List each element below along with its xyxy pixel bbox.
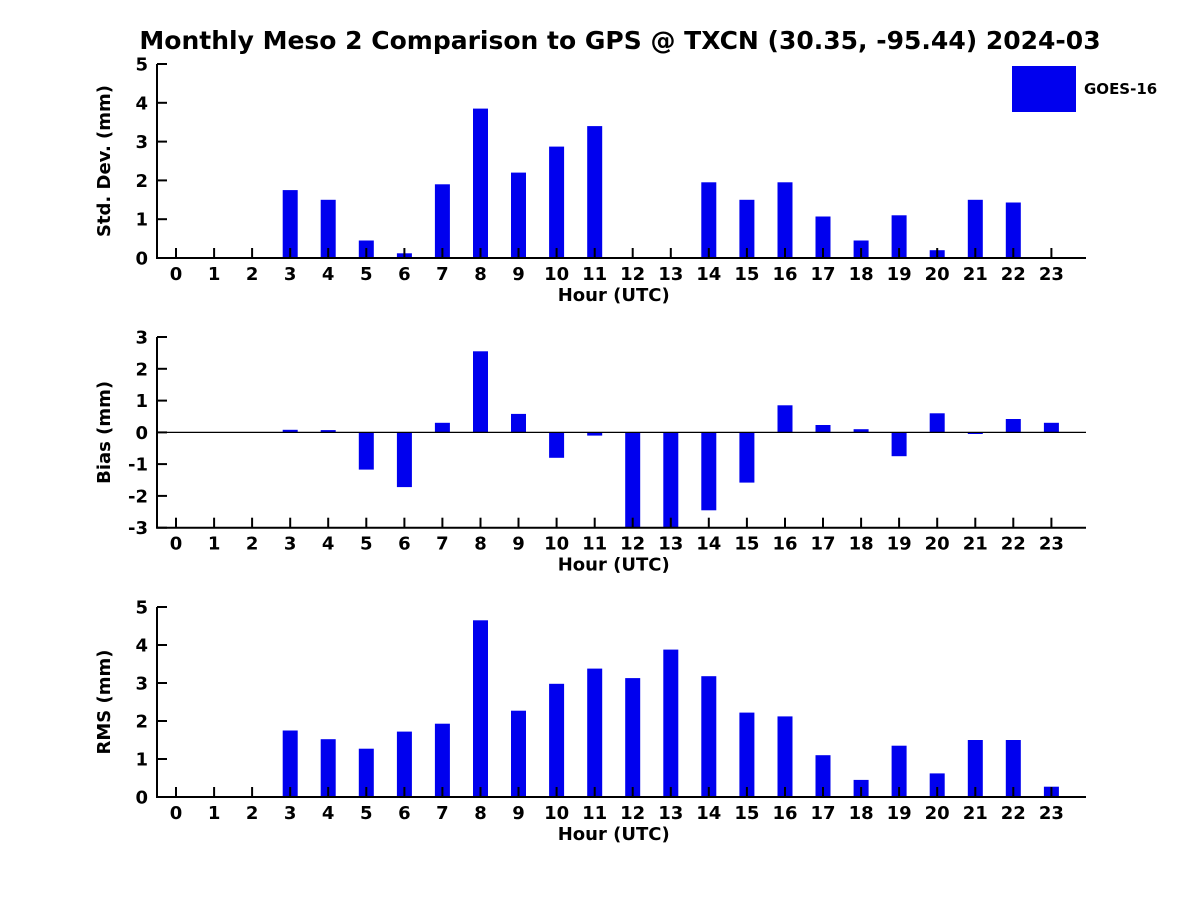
- x-tick-label: 0: [169, 533, 183, 555]
- figure-title: Monthly Meso 2 Comparison to GPS @ TXCN (30.35, -95.44) 2024-03: [139, 26, 1101, 55]
- bar: [549, 684, 564, 797]
- y-tick-label: 4: [135, 93, 148, 115]
- y-tick-label: 4: [135, 635, 148, 657]
- x-tick-label: 14: [696, 803, 722, 824]
- x-tick-label: 14: [696, 264, 722, 285]
- x-tick-label: 8: [474, 803, 487, 824]
- bar: [1006, 419, 1021, 432]
- x-tick-label: 22: [1000, 803, 1026, 824]
- x-tick-label: 1: [207, 264, 221, 285]
- x-tick-label: 5: [360, 803, 373, 824]
- x-tick-label: 4: [321, 533, 335, 555]
- x-tick-label: 2: [245, 264, 259, 285]
- x-tick-label: 12: [620, 533, 646, 555]
- x-tick-label: 4: [321, 264, 335, 285]
- x-tick-label: 6: [398, 533, 411, 555]
- x-tick-label: 18: [848, 264, 874, 285]
- x-tick-label: 11: [582, 264, 608, 285]
- x-tick-label: 23: [1038, 264, 1064, 285]
- bar: [778, 405, 793, 432]
- x-tick-label: 1: [207, 803, 221, 824]
- bar: [892, 432, 907, 456]
- x-axis-title: Hour (UTC): [557, 285, 670, 306]
- x-tick-label: 20: [924, 803, 950, 824]
- y-tick-label: -1: [128, 454, 148, 476]
- y-tick-label: 0: [135, 248, 148, 270]
- bar: [473, 351, 488, 432]
- x-tick-label: 12: [620, 803, 646, 824]
- x-tick-label: 5: [360, 533, 373, 555]
- y-tick-label: 2: [135, 170, 148, 192]
- y-tick-label: 3: [135, 673, 148, 695]
- x-tick-label: 7: [436, 533, 449, 555]
- x-tick-label: 6: [398, 803, 411, 824]
- bar: [587, 669, 602, 797]
- bar: [283, 190, 298, 258]
- bar: [359, 432, 374, 469]
- x-tick-label: 12: [620, 264, 646, 285]
- x-tick-label: 9: [512, 803, 525, 824]
- bar: [473, 620, 488, 797]
- x-tick-label: 0: [169, 264, 183, 285]
- x-tick-label: 23: [1038, 533, 1064, 555]
- x-tick-label: 2: [245, 533, 259, 555]
- bar: [435, 423, 450, 433]
- x-tick-label: 19: [886, 803, 912, 824]
- bar: [778, 716, 793, 797]
- x-tick-label: 11: [582, 803, 608, 824]
- bar: [587, 126, 602, 258]
- x-tick-label: 13: [658, 533, 684, 555]
- x-tick-label: 10: [544, 264, 570, 285]
- y-tick-label: 5: [135, 597, 148, 619]
- bar: [435, 184, 450, 258]
- x-tick-label: 10: [544, 533, 570, 555]
- bar: [625, 678, 640, 797]
- x-tick-label: 16: [772, 803, 798, 824]
- bar: [511, 173, 526, 258]
- bar: [663, 432, 678, 527]
- bar: [473, 109, 488, 258]
- x-axis-title: Hour (UTC): [557, 554, 670, 576]
- bar: [663, 650, 678, 797]
- y-tick-label: 0: [135, 422, 148, 444]
- y-tick-label: 5: [135, 54, 148, 76]
- x-tick-label: 13: [658, 264, 684, 285]
- x-tick-label: 9: [512, 264, 525, 285]
- x-tick-label: 8: [474, 264, 487, 285]
- x-tick-label: 19: [886, 264, 912, 285]
- x-tick-label: 9: [512, 533, 525, 555]
- x-tick-label: 7: [436, 803, 449, 824]
- y-axis-title: Bias (mm): [94, 380, 115, 484]
- x-tick-label: 1: [207, 533, 221, 555]
- bar: [397, 432, 412, 487]
- x-tick-label: 18: [848, 803, 874, 824]
- x-tick-label: 4: [321, 803, 335, 824]
- x-tick-label: 17: [810, 803, 836, 824]
- y-tick-label: -2: [128, 486, 148, 508]
- bar: [511, 711, 526, 797]
- y-tick-label: 1: [135, 209, 148, 231]
- x-tick-label: 0: [169, 803, 183, 824]
- bar: [701, 182, 716, 258]
- x-tick-label: 22: [1000, 533, 1026, 555]
- bar: [816, 425, 831, 432]
- x-tick-label: 21: [962, 264, 988, 285]
- x-tick-label: 7: [436, 264, 449, 285]
- x-tick-label: 15: [734, 533, 760, 555]
- x-tick-label: 19: [886, 533, 912, 555]
- legend-series-label: GOES-16: [1084, 80, 1158, 98]
- x-tick-label: 20: [924, 533, 950, 555]
- y-axis-title: RMS (mm): [94, 649, 115, 755]
- x-tick-label: 3: [283, 533, 297, 555]
- y-tick-label: 2: [135, 711, 148, 733]
- x-tick-label: 17: [810, 533, 836, 555]
- bar: [549, 147, 564, 258]
- x-tick-label: 16: [772, 533, 798, 555]
- bar: [701, 432, 716, 510]
- x-axis-title: Hour (UTC): [557, 824, 670, 845]
- x-tick-label: 3: [283, 803, 297, 824]
- x-tick-label: 13: [658, 803, 684, 824]
- x-tick-label: 6: [398, 264, 411, 285]
- x-tick-label: 15: [734, 803, 760, 824]
- bar: [739, 713, 754, 797]
- bar: [778, 182, 793, 258]
- y-tick-label: 1: [135, 749, 148, 771]
- x-tick-label: 2: [245, 803, 259, 824]
- y-tick-label: -3: [128, 518, 148, 540]
- y-tick-label: 3: [135, 327, 148, 349]
- bar: [511, 414, 526, 432]
- x-tick-label: 21: [962, 803, 988, 824]
- x-tick-label: 11: [582, 533, 608, 555]
- y-tick-label: 2: [135, 359, 148, 381]
- bar: [930, 413, 945, 432]
- x-tick-label: 20: [924, 264, 950, 285]
- x-tick-label: 5: [360, 264, 373, 285]
- x-tick-label: 10: [544, 803, 570, 824]
- bar: [549, 432, 564, 457]
- x-tick-label: 18: [848, 533, 874, 555]
- y-tick-label: 1: [135, 391, 148, 413]
- bar: [435, 724, 450, 797]
- x-tick-label: 14: [696, 533, 722, 555]
- x-tick-label: 17: [810, 264, 836, 285]
- y-tick-label: 0: [135, 787, 148, 809]
- x-tick-label: 16: [772, 264, 798, 285]
- bar: [1044, 423, 1059, 433]
- y-tick-label: 3: [135, 132, 148, 154]
- x-tick-label: 3: [283, 264, 297, 285]
- bar: [625, 432, 640, 527]
- x-tick-label: 8: [474, 533, 487, 555]
- x-tick-label: 21: [962, 533, 988, 555]
- x-tick-label: 22: [1000, 264, 1026, 285]
- y-axis-title: Std. Dev. (mm): [94, 84, 115, 238]
- x-tick-label: 23: [1038, 803, 1064, 824]
- x-tick-label: 15: [734, 264, 760, 285]
- bar: [739, 432, 754, 482]
- bar: [701, 676, 716, 797]
